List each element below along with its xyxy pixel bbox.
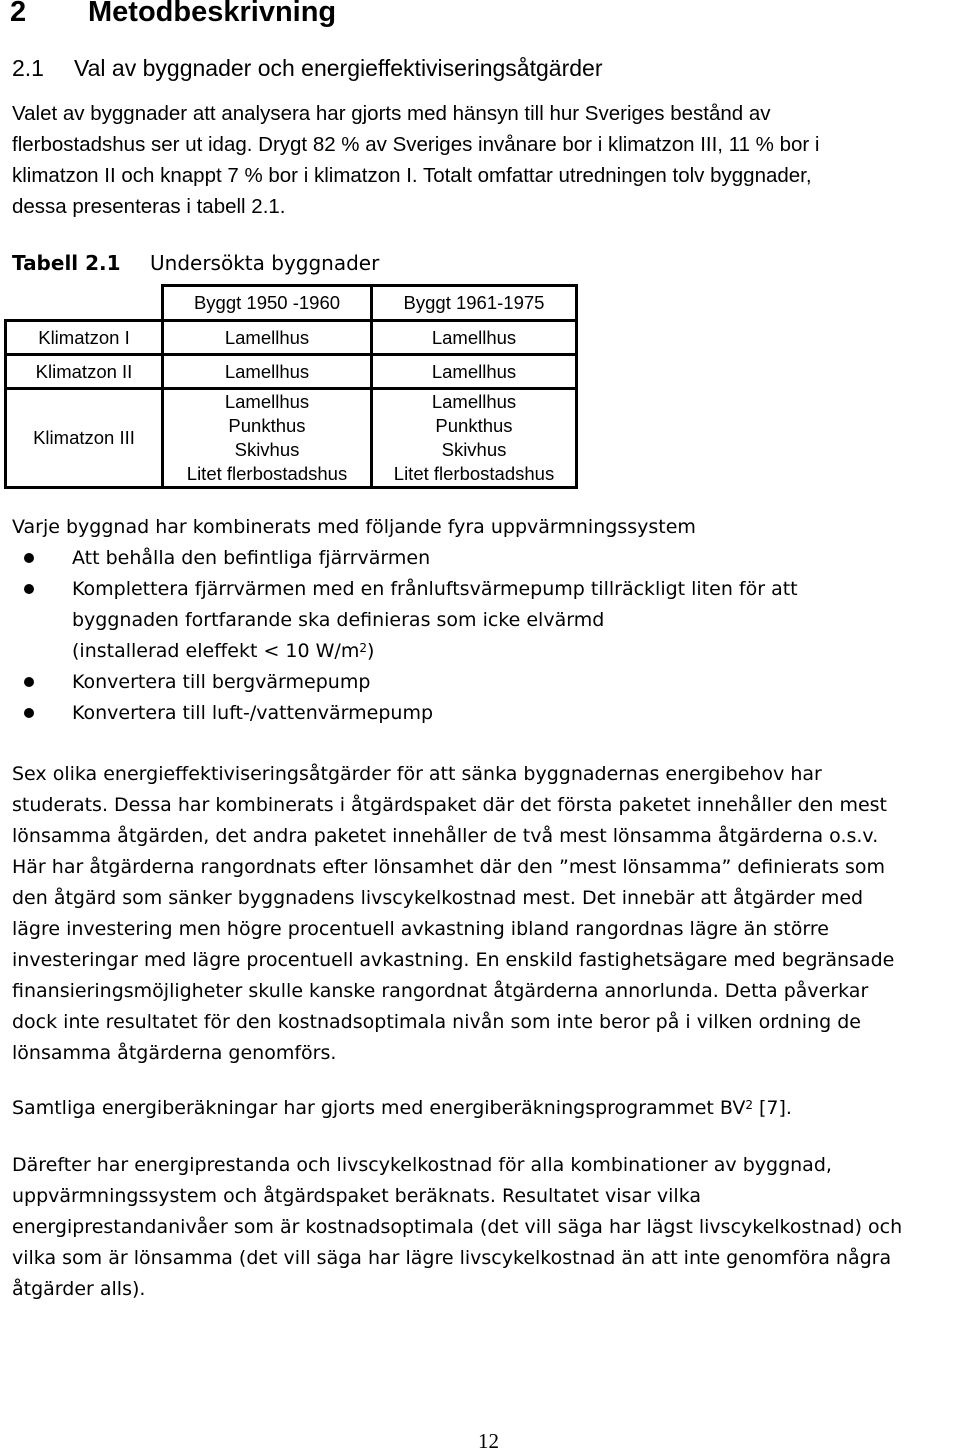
text-line: vilka som är lönsamma (det vill säga har lägre livscykelkostnad än att inte genomföra några <box>12 1247 892 1269</box>
table-header-cell: Byggt 1961-1975 <box>372 286 577 321</box>
text-line: finansieringsmöjligheter skulle kanske rangordnat åtgärderna annorlunda. Detta påverkar <box>12 980 869 1002</box>
table-cell <box>372 389 577 488</box>
table-row <box>6 321 577 355</box>
results-paragraph <box>12 1150 902 1305</box>
table-row-header: Klimatzon III <box>6 389 163 488</box>
text-line: lönsamma åtgärden, det andra paketet innehåller de två mest lönsamma åtgärderna o.s.v. <box>12 825 879 847</box>
table-cell: Lamellhus <box>163 355 372 389</box>
text-line: flerbostadshus ser ut idag. Drygt 82 % av Sveriges invånare bor i klimatzon III, 11 % bor i <box>12 133 820 156</box>
list-item-text: Komplettera fjärrvärmen med en frånluftsvärmepump tillräckligt liten för att <box>72 578 798 600</box>
table-row <box>6 389 577 488</box>
text-line: dock inte resultatet för den kostnadsoptimala nivån som inte beror på i vilken ordning de <box>12 1011 861 1033</box>
heading-2 <box>12 55 602 82</box>
superscript: 2 <box>359 641 367 655</box>
cell-line: Punkthus <box>228 415 306 436</box>
text-line: studerats. Dessa har kombinerats i åtgärdspaket där det första paketet innehåller den mest <box>12 794 888 816</box>
list-item-text: Att behålla den befintliga fjärrvärmen <box>72 547 431 569</box>
table-label: Tabell 2.1 <box>12 251 121 275</box>
cell-line: Lamellhus <box>431 391 517 412</box>
text-run: Samtliga energiberäkningar har gjorts med energiberäkningsprogrammet BV <box>12 1097 746 1119</box>
heading-1 <box>10 0 336 29</box>
table-caption <box>12 251 379 275</box>
text-run: [7]. <box>752 1097 792 1119</box>
heading-1-number: 2 <box>10 0 27 28</box>
text-line: dessa presenteras i tabell 2.1. <box>12 195 286 218</box>
text-line: uppvärmningssystem och åtgärdspaket beräknats. Resultatet visar vilka <box>12 1185 702 1207</box>
text-line: Valet av byggnader att analysera har gjorts med hänsyn till hur Sveriges bestånd av <box>12 102 771 125</box>
measures-paragraph <box>12 759 894 1069</box>
superscript: 2 <box>745 1098 753 1112</box>
table-title: Undersökta byggnader <box>150 251 380 275</box>
calc-paragraph <box>12 1093 792 1124</box>
bullet-icon <box>24 677 34 687</box>
text-line: lönsamma åtgärderna genomförs. <box>12 1042 337 1064</box>
list-item <box>0 667 952 698</box>
heading-1-title: Metodbeskrivning <box>88 0 337 28</box>
table-cell <box>163 389 372 488</box>
text-line: lägre investering men högre procentuell avkastning ibland rangordnas lägre än större <box>12 918 829 940</box>
bullet-icon <box>24 553 34 563</box>
table-row-header: Klimatzon I <box>6 321 163 355</box>
text-line: Därefter har energiprestanda och livscykelkostnad för alla kombinationer av byggnad, <box>12 1154 832 1176</box>
heating-intro: Varje byggnad har kombinerats med följande fyra uppvärmningssystem <box>12 516 696 538</box>
list-item-text: byggnaden fortfarande ska definieras som icke elvärmd <box>72 609 605 631</box>
heading-2-title: Val av byggnader och energieffektiviseringsåtgärder <box>74 55 603 81</box>
table-cell: Lamellhus <box>163 321 372 355</box>
table-header-row <box>6 286 577 321</box>
table-cell: Lamellhus <box>372 321 577 355</box>
table-row <box>6 355 577 389</box>
list-item <box>0 698 952 729</box>
cell-line: Litet flerbostadshus <box>393 463 555 484</box>
text-run: (installerad eleffekt < 10 W/m <box>72 640 360 662</box>
list-item-text: Konvertera till bergvärmepump <box>72 671 371 693</box>
text-line: energiprestandanivåer som är kostnadsoptimala (det vill säga har lägst livscykelkostnad) och <box>12 1216 903 1238</box>
cell-line: Litet flerbostadshus <box>186 463 348 484</box>
heating-systems-list <box>0 543 952 729</box>
bullet-icon <box>24 708 34 718</box>
table-corner-cell <box>6 286 163 321</box>
cell-line: Skivhus <box>234 439 300 460</box>
intro-paragraph <box>12 98 819 222</box>
list-item-text: Konvertera till luft-/vattenvärmepump <box>72 702 434 724</box>
page-number: 12 <box>478 1429 499 1453</box>
cell-line: Lamellhus <box>224 391 310 412</box>
text-line: Här har åtgärderna rangordnats efter lönsamhet där den ”mest lönsamma” definierats som <box>12 856 886 878</box>
list-item <box>0 543 952 574</box>
table-cell: Lamellhus <box>372 355 577 389</box>
text-line: Sex olika energieffektiviseringsåtgärder för att sänka byggnadernas energibehov har <box>12 763 822 785</box>
text-line: klimatzon II och knappt 7 % bor i klimatzon I. Totalt omfattar utredningen tolv byggnader, <box>12 164 812 187</box>
text-line: den åtgärd som sänker byggnadens livscykelkostnad mest. Det innebär att åtgärder med <box>12 887 864 909</box>
bullet-icon <box>24 584 34 594</box>
cell-line: Skivhus <box>441 439 507 460</box>
cell-line: Punkthus <box>435 415 513 436</box>
text-run: ) <box>366 640 375 662</box>
heading-2-number: 2.1 <box>12 55 44 81</box>
list-item-text <box>72 636 952 667</box>
text-line: investeringar med lägre procentuell avkastning. En enskild fastighetsägare med begränsade <box>12 949 895 971</box>
table-header-cell: Byggt 1950 -1960 <box>163 286 372 321</box>
buildings-table <box>4 284 578 489</box>
list-item <box>0 574 952 667</box>
table-row-header: Klimatzon II <box>6 355 163 389</box>
text-line: åtgärder alls). <box>12 1278 146 1300</box>
